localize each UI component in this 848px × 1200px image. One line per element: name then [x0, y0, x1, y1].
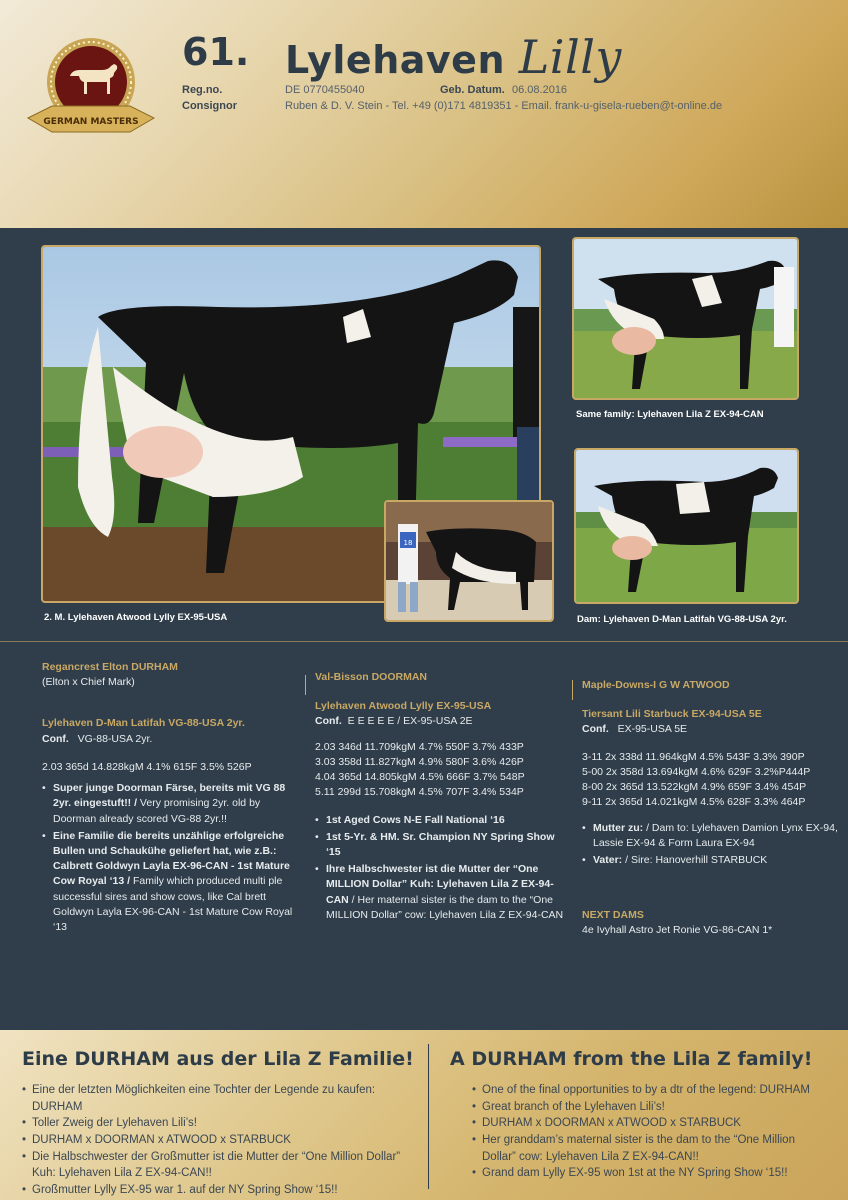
dam-name: Lylehaven D-Man Latifah VG-88-USA 2yr.: [42, 717, 245, 730]
list-item: • Großmutter Lylly EX-95 war 1. auf der NY Spring Show ‘15!!: [22, 1182, 422, 1199]
german-masters-logo: [22, 36, 160, 146]
lylly-record: 4.04 365d 14.805kgM 4.5% 666F 3.7% 548P: [315, 771, 525, 784]
bracket-line: [305, 675, 306, 695]
list-item: • Eine der letzten Möglichkeiten eine Tochter der Legende zu kaufen: DURHAM: [22, 1082, 422, 1115]
lylly-record: 5.11 299d 15.708kgM 4.5% 707F 3.4% 534P: [315, 786, 524, 799]
list-item: • Great branch of the Lylehaven Lili’s!: [472, 1099, 832, 1116]
section-divider: [0, 641, 848, 642]
footer-list-en: [472, 1082, 832, 1182]
list-item: • Eine Familie die bereits unzählige erfolgreiche Bullen und Schaukühe geliefert hat, wie z.B.: Calbrett Goldwyn Layla EX-96-CAN - 1st Mature Cow Royal ‘13 / Family which produced multi ple successful sires and show cows, like Cal brett Goldwyn Layla EX-96-CAN - 1st Mature Cow Royal ‘13: [42, 829, 304, 936]
footer-divider: [428, 1044, 429, 1189]
list-item: • Toller Zweig der Lylehaven Lili’s!: [22, 1115, 422, 1132]
list-item: • Die Halbschwester der Großmutter ist die Mutter der “One Million Dollar” Kuh: Lylehaven Lila Z EX-94-CAN!!: [22, 1149, 422, 1182]
reg-label: Reg.no.: [182, 84, 223, 96]
bottom-right-caption: Dam: Lylehaven D-Man Latifah VG-88-USA 2yr.: [577, 614, 787, 625]
pedigree-col-sire-side: [42, 660, 304, 937]
list-item: • 1st 5-Yr. & HM. Sr. Champion NY Spring Show ‘15: [315, 830, 565, 860]
lot-number: 61.: [182, 30, 250, 74]
footer-highlights: [0, 1030, 848, 1200]
granddam-record: 8-00 2x 365d 13.522kgM 4.9% 659F 3.4% 454P: [582, 781, 807, 794]
footer-title-en: A DURHAM from the Lila Z family!: [450, 1048, 813, 1070]
col2-bullets: [315, 813, 565, 924]
list-item: • Mutter zu: / Dam to: Lylehaven Damion Lynx EX-94, Lassie EX-94 & Form Laura EX-94: [582, 821, 844, 851]
list-item: • DURHAM x DOORMAN x ATWOOD x STARBUCK: [22, 1132, 422, 1149]
reg-value: DE 0770455040: [285, 84, 365, 96]
footer-title-de: Eine DURHAM aus der Lila Z Familie!: [22, 1048, 414, 1070]
col1-bullets: [42, 781, 304, 935]
birth-label: Geb. Datum.: [440, 84, 505, 96]
bracket-line: [572, 680, 573, 700]
birth-value: 06.08.2016: [512, 84, 568, 96]
dam-conf: Conf. VG-88-USA 2yr.: [42, 732, 153, 745]
lylly-conf: Conf. E E E E E / EX-95-USA 2E: [315, 715, 473, 728]
granddam-record: 9-11 2x 365d 14.021kgM 4.5% 628F 3.3% 464P: [582, 796, 806, 809]
svg-text:18: 18: [403, 539, 413, 547]
pedigree-col-granddam: [582, 678, 844, 939]
consignor-label: Consignor: [182, 100, 237, 112]
dam-sire-name: Val-Bisson DOORMAN: [315, 671, 428, 683]
col3-bullets: [582, 821, 844, 869]
list-item: • Her granddam’s maternal sister is the dam to the “One Million Dollar” cow: Lylehaven Lila Z EX-94-CAN!!: [472, 1132, 832, 1165]
list-item: • 1st Aged Cows N-E Fall National ‘16: [315, 813, 565, 828]
footer-list-de: [22, 1082, 422, 1199]
list-item: • Super junge Doorman Färse, bereits mit VG 88 2yr. eingestuft!! / Very promising 2yr. old by Doorman already scored VG-88 2yr.!!: [42, 781, 304, 827]
lylly-record: 2.03 346d 11.709kgM 4.7% 550F 3.7% 433P: [315, 740, 524, 753]
svg-text:GERMAN MASTERS: GERMAN MASTERS: [43, 117, 139, 127]
next-dams-label: NEXT DAMS: [582, 909, 644, 922]
dam-record: 2.03 365d 14.828kgM 4.1% 615F 3.5% 526P: [42, 760, 252, 773]
pedigree-col-dam: [315, 670, 565, 925]
list-item: • Ihre Halbschwester ist die Mutter der “One MILLION Dollar” Kuh: Lylehaven Lila Z EX-94-CAN / Her maternal sister is the dam to the “One MILLION Dollar” cow: Lylehaven Lila Z EX-94-CAN: [315, 862, 565, 923]
animal-name-main: Lylehaven: [285, 38, 505, 82]
list-item: • Grand dam Lylly EX-95 won 1st at the NY Spring Show ‘15!!: [472, 1165, 832, 1182]
top-right-caption: Same family: Lylehaven Lila Z EX-94-CAN: [576, 409, 764, 420]
list-item: • Vater: / Sire: Hanoverhill STARBUCK: [582, 853, 844, 868]
animal-name-script: Lilly: [518, 30, 622, 84]
granddam-conf: Conf. EX-95-USA 5E: [582, 723, 688, 736]
list-item: • One of the final opportunities to by a dtr of the legend: DURHAM: [472, 1082, 832, 1099]
sire-name: Regancrest Elton DURHAM: [42, 661, 178, 673]
main-photo-caption: 2. M. Lylehaven Atwood Lylly EX-95-USA: [44, 612, 228, 623]
header: [0, 0, 848, 228]
dam-lylly-name: Lylehaven Atwood Lylly EX-95-USA: [315, 700, 492, 713]
inset-photo: [384, 500, 554, 622]
granddam-record: 3-11 2x 338d 11.964kgM 4.5% 543F 3.3% 390P: [582, 750, 805, 763]
animal-name: [285, 30, 622, 84]
granddam-sire-name: Maple-Downs-I G W ATWOOD: [582, 679, 730, 691]
next-dams-value: 4e Ivyhall Astro Jet Ronie VG-86-CAN 1*: [582, 924, 773, 937]
sire-parents: (Elton x Chief Mark): [42, 676, 135, 689]
list-item: • DURHAM x DOORMAN x ATWOOD x STARBUCK: [472, 1115, 832, 1132]
lylly-record: 3.03 358d 11.827kgM 4.9% 580F 3.6% 426P: [315, 755, 524, 768]
consignor-value: Ruben & D. V. Stein - Tel. +49 (0)171 4819351 - Email. frank-u-gisela-rueben@t-online.de: [285, 100, 723, 112]
granddam-name: Tiersant Lili Starbuck EX-94-USA 5E: [582, 708, 762, 721]
bottom-right-photo: [574, 448, 799, 604]
granddam-record: 5-00 2x 358d 13.694kgM 4.6% 629F 3.2%P444P: [582, 765, 811, 778]
top-right-photo: [572, 237, 799, 400]
